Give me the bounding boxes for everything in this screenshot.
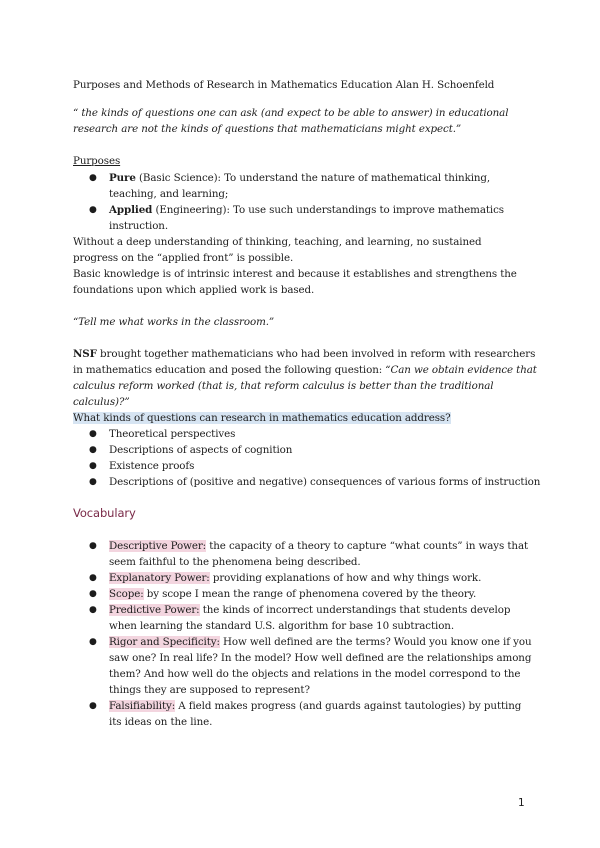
vocab-term: Descriptive Power: bbox=[109, 540, 207, 552]
bullet-icon: ● bbox=[89, 205, 97, 215]
purpose-text: (Engineering): To use such understandings to improve mathematics instruction. bbox=[109, 204, 504, 232]
vocab-term: Falsifiability: bbox=[109, 700, 176, 712]
paragraph-applied-front: Without a deep understanding of thinking, teaching, and learning, no sustained progress on the “applied front” is possible. bbox=[73, 236, 482, 264]
vocab-definition: the capacity of a theory to capture “what counts” in ways that seem faithful to the phenomena being described. bbox=[109, 540, 529, 568]
nsf-paragraph bbox=[73, 346, 538, 410]
document-title: Purposes and Methods of Research in Mathematics Education Alan H. Schoenfeld bbox=[73, 79, 495, 91]
list-item bbox=[73, 698, 533, 730]
nsf-question: “Can we obtain evidence that calculus reform worked (that is, that reform calculus is better than the traditional calculus)?” bbox=[73, 364, 537, 408]
purposes-list bbox=[73, 170, 523, 234]
vocab-term: Explanatory Power: bbox=[109, 572, 210, 584]
questions-heading-text: What kinds of questions can research in mathematics education address? bbox=[73, 412, 451, 424]
paragraph-basic-knowledge: Basic knowledge is of intrinsic interest and because it establishes and strengthens the foundations upon which applied work is based. bbox=[73, 268, 517, 296]
classroom-quote: “Tell me what works in the classroom.” bbox=[73, 316, 275, 328]
list-item bbox=[73, 602, 533, 634]
list-item bbox=[73, 570, 533, 586]
bullet-icon: ● bbox=[89, 173, 97, 183]
list-item bbox=[73, 442, 553, 458]
list-item bbox=[73, 586, 533, 602]
list-item bbox=[73, 426, 553, 442]
vocab-definition: by scope I mean the range of phenomena covered by the theory. bbox=[143, 588, 477, 600]
nsf-text: brought together mathematicians who had been involved in reform with researchers in mathematics education and posed the following question: bbox=[73, 348, 536, 376]
question-text: Descriptions of (positive and negative) consequences of various forms of instruction bbox=[109, 476, 541, 488]
bullet-icon: ● bbox=[89, 589, 97, 599]
list-item bbox=[73, 170, 523, 202]
bullet-icon: ● bbox=[89, 573, 97, 583]
list-item bbox=[73, 458, 553, 474]
bullet-icon: ● bbox=[89, 445, 97, 455]
bullet-icon: ● bbox=[89, 477, 97, 487]
bullet-icon: ● bbox=[89, 701, 97, 711]
question-text: Descriptions of aspects of cognition bbox=[109, 444, 293, 456]
question-text: Theoretical perspectives bbox=[109, 428, 236, 440]
purpose-term: Pure bbox=[109, 172, 136, 184]
vocab-term: Scope: bbox=[109, 588, 144, 600]
vocab-definition: the kinds of incorrect understandings that students develop when learning the standard U.S. algorithm for base 10 subtraction. bbox=[109, 604, 511, 632]
list-item bbox=[73, 634, 533, 698]
bullet-icon: ● bbox=[89, 461, 97, 471]
bullet-icon: ● bbox=[89, 605, 97, 615]
list-item bbox=[73, 538, 533, 570]
vocab-term: Predictive Power: bbox=[109, 604, 200, 616]
questions-heading bbox=[73, 410, 451, 426]
purposes-heading: Purposes bbox=[73, 155, 121, 167]
vocab-definition: providing explanations of how and why things work. bbox=[209, 572, 482, 584]
list-item bbox=[73, 474, 553, 490]
nsf-term: NSF bbox=[73, 348, 97, 360]
questions-list bbox=[73, 426, 553, 490]
vocab-definition: How well defined are the terms? Would you know one if you saw one? In real life? In the model? How well defined are the relationships among them? And how well do the objects and relations in the model correspond to the things they are supposed to represent? bbox=[109, 636, 532, 696]
vocabulary-list bbox=[73, 538, 533, 730]
vocab-definition: A field makes progress (and guards against tautologies) by putting its ideas on the line. bbox=[109, 700, 522, 728]
list-item bbox=[73, 202, 523, 234]
vocab-term: Rigor and Specificity: bbox=[109, 636, 220, 648]
purpose-text: (Basic Science): To understand the nature of mathematical thinking, teaching, and learning; bbox=[109, 172, 491, 200]
purpose-term: Applied bbox=[109, 204, 153, 216]
question-text: Existence proofs bbox=[109, 460, 195, 472]
page-number: 1 bbox=[518, 797, 525, 809]
bullet-icon: ● bbox=[89, 429, 97, 439]
opening-quote: “ the kinds of questions one can ask (and expect to be able to answer) in educational research are not the kinds of questions that mathematicians might expect.” bbox=[73, 107, 509, 135]
bullet-icon: ● bbox=[89, 637, 97, 647]
bullet-icon: ● bbox=[89, 541, 97, 551]
vocabulary-heading: Vocabulary bbox=[73, 506, 136, 520]
